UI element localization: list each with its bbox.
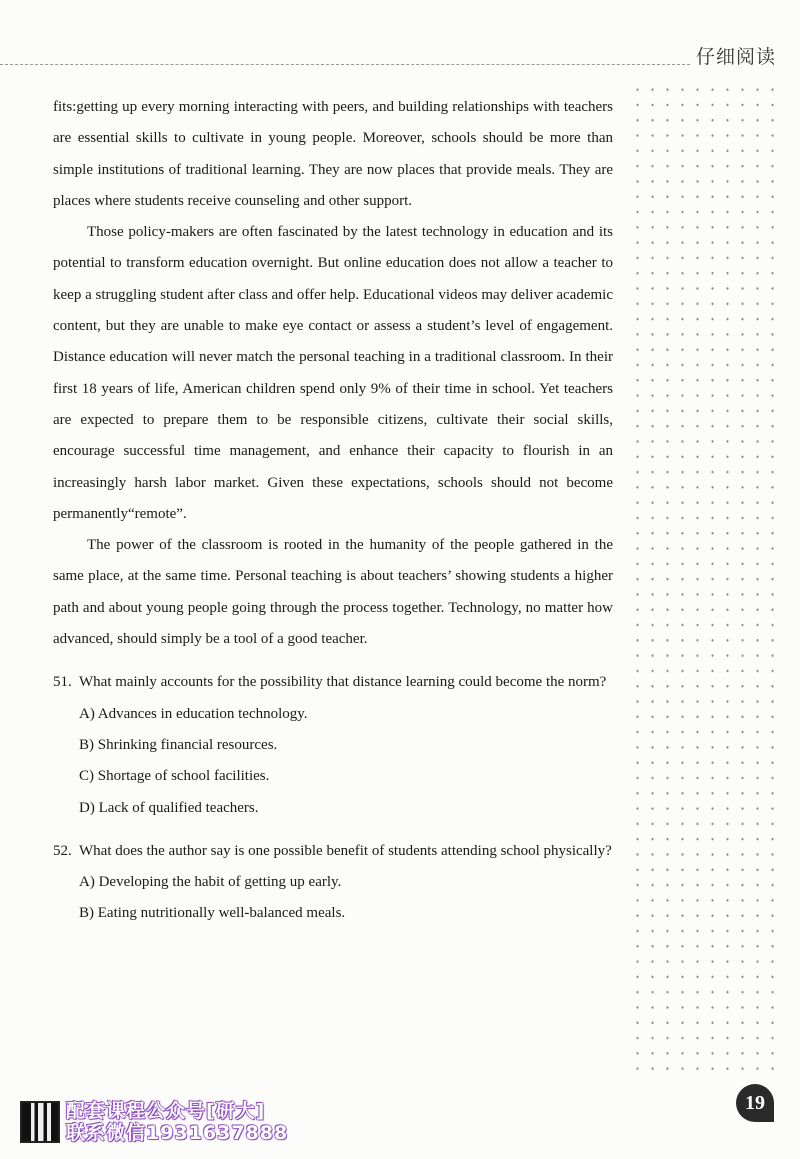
option-d: D) Lack of qualified teachers.: [79, 799, 259, 816]
footer-line-1: 配套课程公众号[研大]: [66, 1100, 266, 1122]
paragraph-2: Those policy-makers are often fascinated by the latest technology in education and its potential to transform education overnight. But online education does not allow a teacher to keep a struggling student after class and offer help. Educational videos may deliver academic content, but they are unable to make eye contact or assess a student’s level of engagement. Distance education will never match the personal teaching in a traditional classroom. In their first 18 years of life, American children spend only 9% of their time in school. Yet teachers are expected to prepare them to be responsible citizens, cultivate their social skills, encourage successful time management, and enhance their capacity to flourish in an increasingly harsh labor market. Given these expectations, schools should not become permanently“remote”.: [53, 224, 613, 522]
option-b: B) Eating nutritionally well-balanced meals.: [79, 905, 346, 922]
footer-watermark: [20, 1100, 288, 1144]
option-b: B) Shrinking financial resources.: [79, 736, 278, 753]
dotted-notes-area: [630, 82, 780, 1082]
page-number: 19: [736, 1084, 774, 1122]
option-c: C) Shortage of school facilities.: [79, 768, 270, 785]
option-a: A) Developing the habit of getting up early.: [79, 874, 342, 891]
paragraph-3: The power of the classroom is rooted in the humanity of the people gathered in the same place, at the same time. Personal teaching is about teachers’ showing students a higher path and about young people going through the process together. Technology, no matter how advanced, should simply be a tool of a good teacher.: [53, 537, 613, 648]
question-text: What mainly accounts for the possibility that distance learning could become the norm?: [79, 674, 607, 691]
footer-line-2: 联系微信1931637888: [66, 1122, 289, 1144]
question-51: [53, 667, 613, 823]
passage-content: [53, 92, 613, 930]
qr-code-icon: [20, 1101, 60, 1143]
section-title: 仔细阅读: [695, 46, 776, 68]
question-number: 51.: [53, 674, 72, 691]
question-text: What does the author say is one possible benefit of students attending school physically?: [79, 842, 612, 859]
paragraph-1: fits:getting up every morning interacting with peers, and building relationships with teachers are essential skills to cultivate in young people. Moreover, schools should be more than simple institutions of traditional learning. They are now places that provide meals. They are places where students receive counseling and other support.: [53, 99, 613, 209]
question-52: [53, 836, 613, 930]
question-number: 52.: [53, 842, 72, 859]
option-a: A) Advances in education technology.: [79, 705, 308, 722]
header-divider: [0, 64, 690, 65]
